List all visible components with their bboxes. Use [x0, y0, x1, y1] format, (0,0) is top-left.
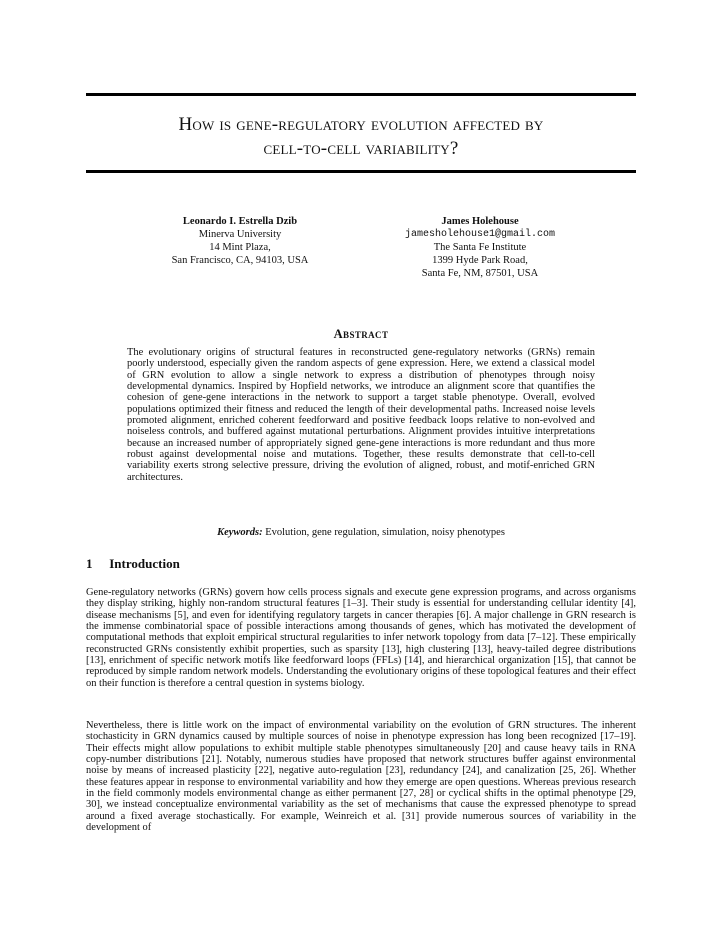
keywords-text: Evolution, gene regulation, simulation, noisy phenotypes	[265, 527, 505, 538]
paper-title	[86, 113, 636, 161]
author-name: Leonardo I. Estrella Dzib	[182, 216, 298, 227]
author-email-link[interactable]: jamesholehouse1@gmail.com	[404, 229, 556, 240]
body-paragraph: Gene-regulatory networks (GRNs) govern how cells process signals and execute gene expression programs, and across organisms they display striking, highly non-random structural features [1–3]. Their study is essential for understanding cellular identity [4], disease mechanisms [5], and even for identifying regulatory targets in cancer therapies [6]. A major challenge in GRN research is the immense combinatorial space of possible interactions among thousands of genes, which has motivated the development of computational methods that exploit empirical structural regularities to infer network topology from data [7–12]. These empirically reconstructed GRNs consistently exhibit properties, such as sparsity [13], high clustering [13], heavy-tailed degree distributions [13], enrichment of specific network motifs like feedforward loops (FFLs) [14], and hierarchical organization [15], that cannot be reproduced by simple random network models. Understanding the evolutionary origins of these topological features and their effect on their function is therefore a central question in systems biology.	[86, 587, 636, 689]
keywords-label: Keywords:	[217, 527, 263, 538]
author-name: James Holehouse	[441, 216, 519, 227]
title-line-1: How is gene-regulatory evolution affected by	[178, 114, 544, 135]
keywords	[86, 527, 636, 538]
title-line-2: cell-to-cell variability?	[263, 138, 459, 159]
abstract-text: The evolutionary origins of structural features in reconstructed gene-regulatory networks (GRNs) remain poorly understood, especially given the random aspects of gene expression. Here, we extend a classical model of GRN evolution to allow a single network to express a distribution of phenotypes through noisy developmental dynamics. Inspired by Hopfield networks, we introduce an alignment score that quantifies the cohesion of gene-gene interactions in the network to support a target stable phenotype. Overall, evolved populations optimized their fitness and reduced the length of their developmental paths. Increased noise levels promoted alignment, enriched coherent feedforward and positive feedback loops relative to non-evolved and noiseless controls, and buffered against mutational perturbations. Alignment provides intuitive interpretations because an increased number of appropriately signed gene-gene interactions is more redundant and thus more robust against developmental noise and mutations. Together, these results demonstrate that cell-to-cell variability exerts strong selective pressure, driving the evolution of aligned, robust, and motif-enriched GRN architectures.	[127, 347, 595, 483]
section-number: 1	[86, 556, 93, 571]
bottom-rule	[86, 170, 636, 173]
top-rule	[86, 93, 636, 96]
section-title: Introduction	[109, 556, 180, 571]
author-affiliation: The Santa Fe Institute	[433, 242, 527, 253]
body-paragraph: Nevertheless, there is little work on the impact of environmental variability on the evolution of GRN structures. The inherent stochasticity in GRN dynamics caused by multiple sources of noise in phenotype expression has long been recognized [17–19]. Their effects might allow populations to exhibit multiple stable phenotypes simultaneously [20] and cause heavy tails in RNA copy-number distributions [21]. Notably, numerous studies have proposed that network structures buffer against environmental noise by means of increased plasticity [22], negative auto-regulation [23], redundancy [24], and canalization [25, 26]. Whether these features appear in response to environmental variability and how they emerge are open questions. Whereas previous research in the field commonly models environmental change as either permanent [27, 28] or cyclical shifts in the optimal phenotype [29, 30], we instead conceptualize environmental variability as the set of mechanisms that cause the expressed phenotype to spread around a fixed average stochastically. For example, Weinreich et al. [31] provide numerous sources of variability in the development of	[86, 720, 636, 834]
author-block-2	[330, 215, 630, 280]
author-address-line: Santa Fe, NM, 87501, USA	[421, 268, 539, 279]
section-heading	[86, 556, 180, 572]
author-affiliation: Minerva University	[198, 229, 282, 240]
abstract-heading: Abstract	[333, 327, 389, 341]
author-address-line: San Francisco, CA, 94103, USA	[171, 255, 309, 266]
author-address-line: 14 Mint Plaza,	[209, 242, 271, 253]
author-address-line: 1399 Hyde Park Road,	[432, 255, 528, 266]
